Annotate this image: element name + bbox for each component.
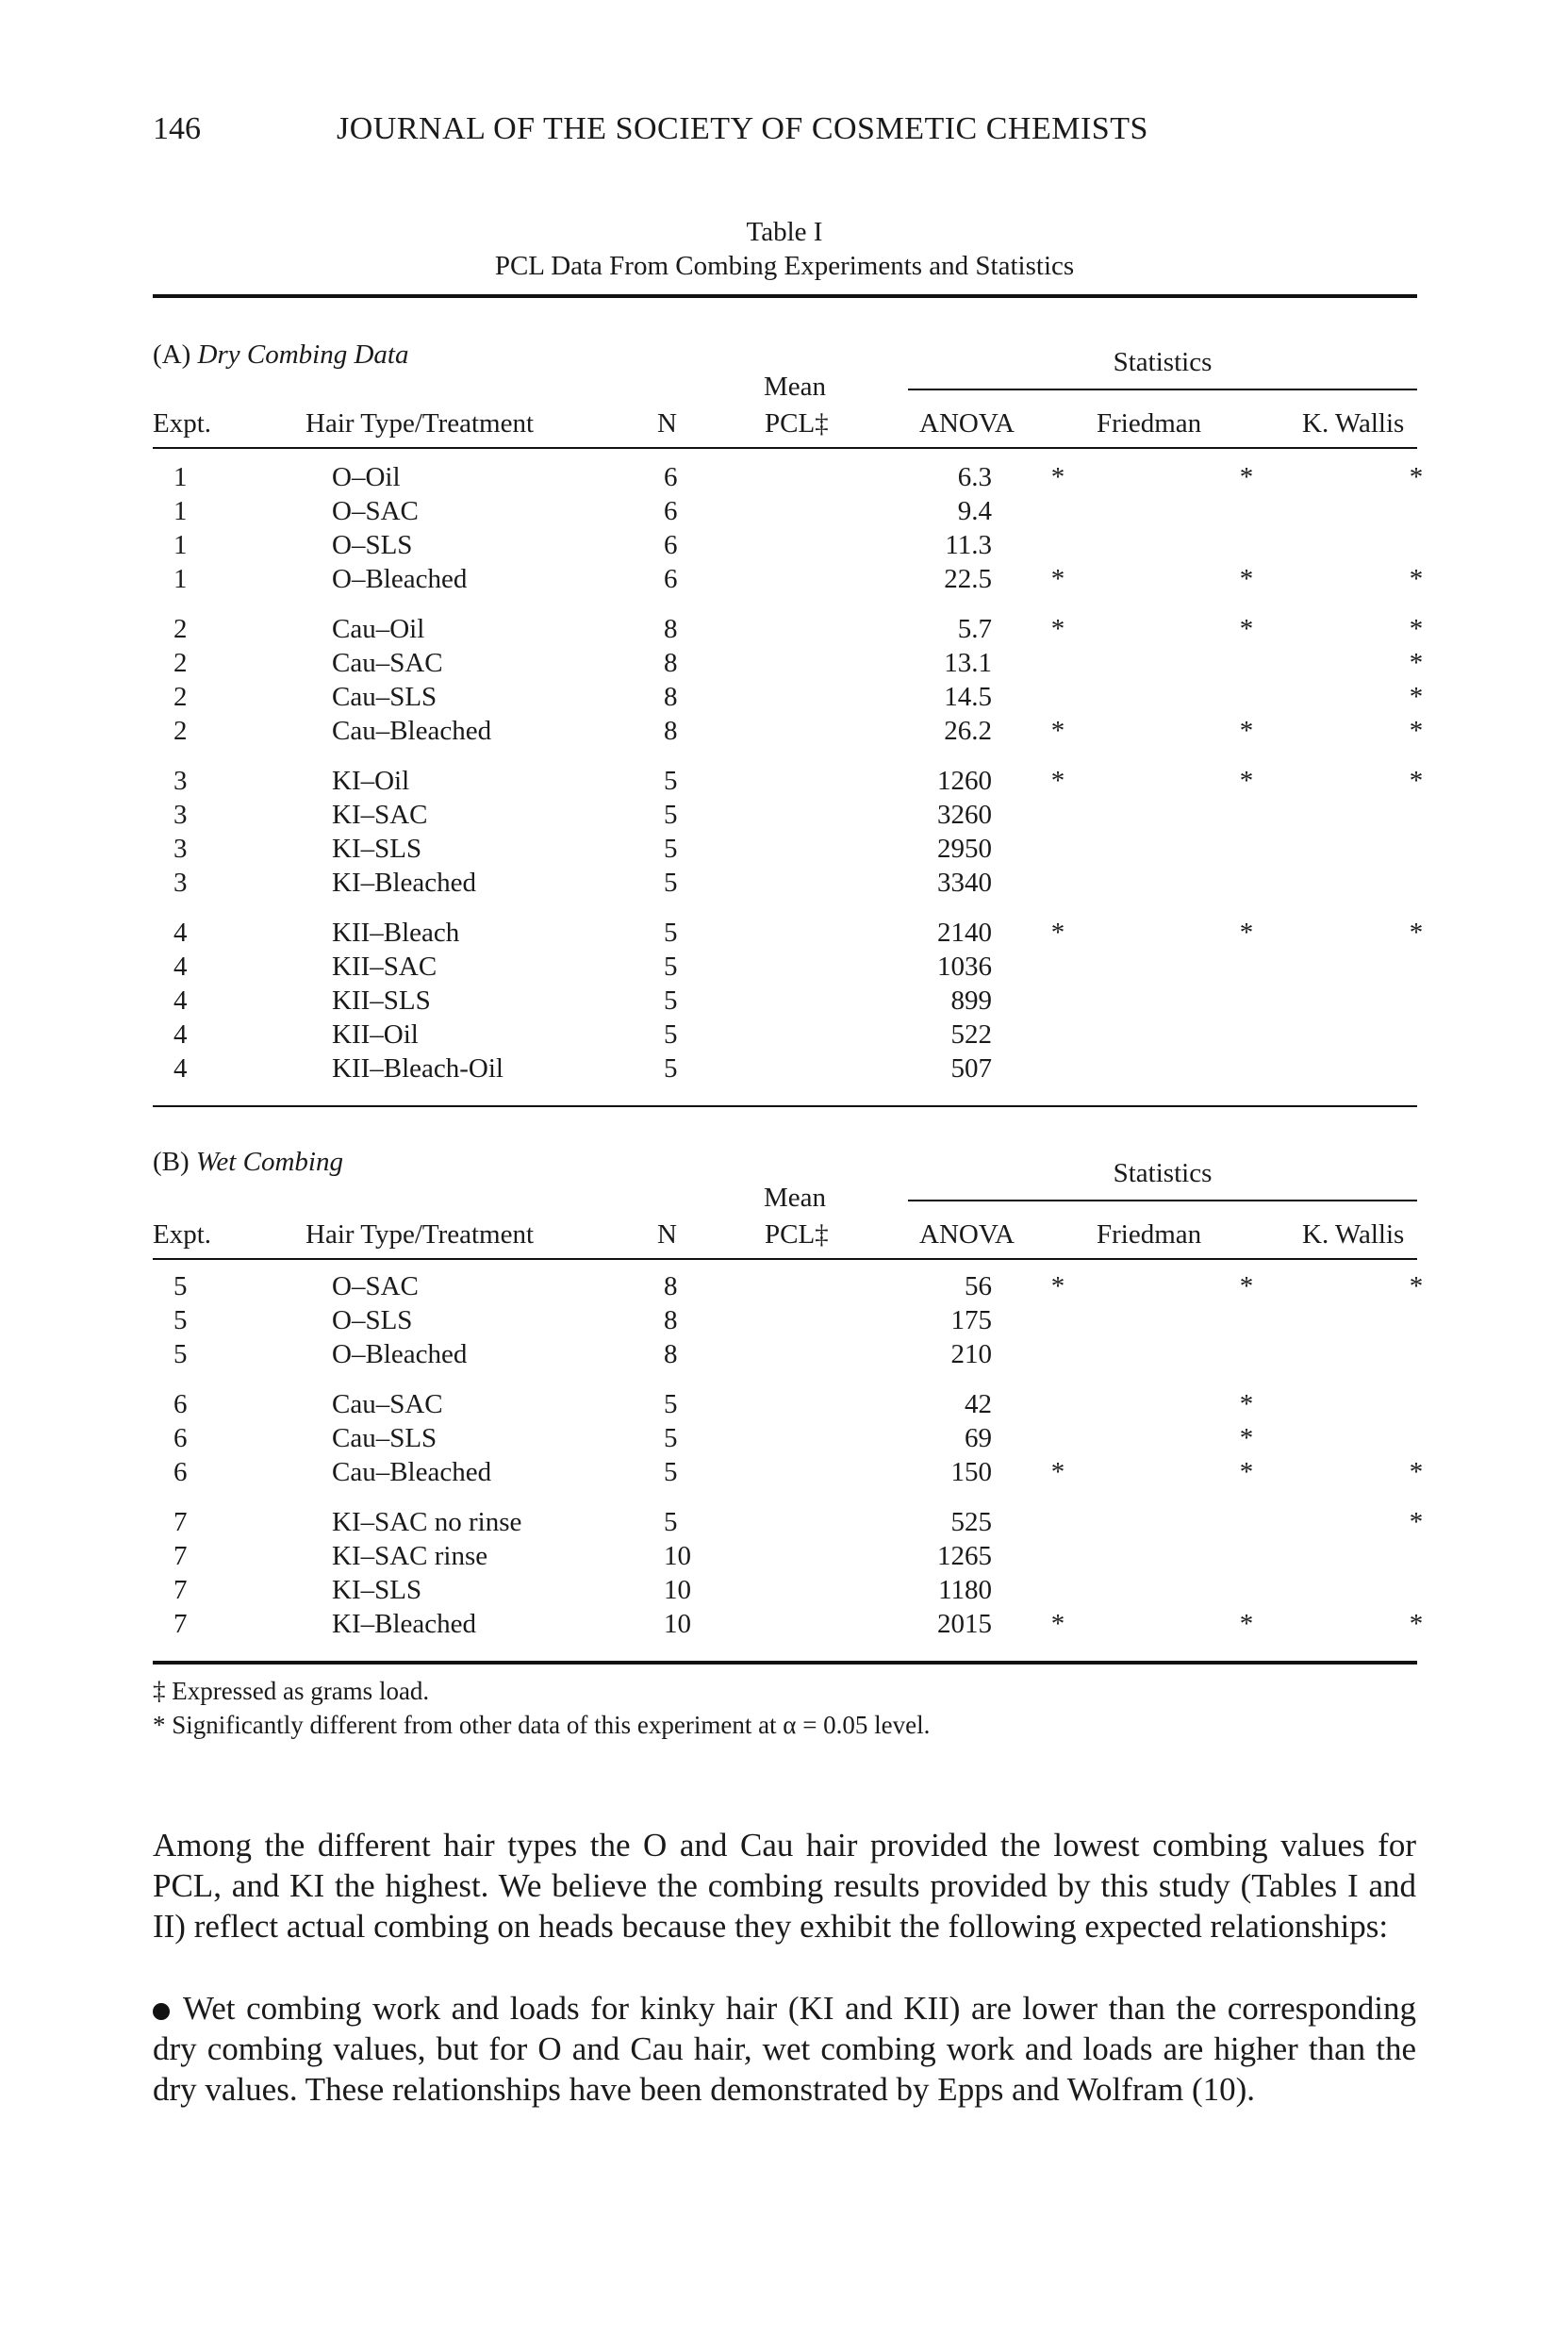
mean-pcl-cell: 210 [950,1339,992,1369]
expt-cell: 2 [173,648,188,678]
n-cell: 6 [664,496,678,526]
mean-pcl-cell: 2950 [937,834,992,864]
table-row [153,682,1424,716]
anova-header-b: ANOVA [919,1219,1015,1250]
statistics-heading-b: Statistics [1113,1158,1213,1188]
table-row [153,1339,1417,1373]
section-b-label [153,1147,343,1178]
mean-pcl-cell: 5.7 [957,614,992,644]
statistics-rule-b [908,1200,1417,1201]
journal-title: JOURNAL OF THE SOCIETY OF COSMETIC CHEMISTS [337,111,1148,146]
kwallis-cell: * [1409,614,1424,644]
footnote-dagger: ‡ Expressed as grams load. [153,1677,430,1705]
header-rule-a [153,447,1417,449]
anova-cell: * [1050,918,1065,948]
hair-treatment-cell: KI–SAC no rinse [332,1507,522,1537]
statistics-heading-a: Statistics [1113,347,1213,377]
mean-pcl-cell: 1036 [937,952,992,982]
anova-cell: * [1050,1457,1065,1487]
hair-treatment-cell: KI–Bleached [332,868,476,898]
table-row [153,564,1424,598]
hair-treatment-cell: KI–SLS [332,1575,422,1605]
mean-pcl-cell: 22.5 [944,564,992,594]
mean-pcl-cell: 42 [965,1389,992,1419]
mean-pcl-cell: 1180 [938,1575,992,1605]
expt-cell: 7 [173,1575,188,1605]
friedman-cell: * [1239,1457,1254,1487]
friedman-cell: * [1239,716,1254,746]
n-cell: 8 [664,716,678,746]
section-a-label [153,340,408,371]
friedman-cell: * [1239,1423,1254,1453]
expt-cell: 7 [173,1541,188,1571]
n-cell: 8 [664,1339,678,1369]
expt-cell: 1 [173,496,188,526]
n-cell: 8 [664,614,678,644]
kwallis-cell: * [1409,1507,1424,1537]
n-cell: 5 [664,1389,678,1419]
anova-cell: * [1050,1271,1065,1301]
n-cell: 8 [664,1305,678,1335]
n-cell: 5 [664,834,678,864]
expt-cell: 6 [173,1457,188,1487]
table-title: PCL Data From Combing Experiments and Statistics [494,251,1075,281]
hair-treatment-cell: Cau–SLS [332,1423,437,1453]
n-cell: 6 [664,564,678,594]
section-a-title: Dry Combing Data [197,340,409,370]
statistics-rule-a [908,389,1417,390]
friedman-cell: * [1239,462,1254,492]
kwallis-cell: * [1409,1271,1424,1301]
anova-cell: * [1050,766,1065,796]
n-cell: 8 [664,1271,678,1301]
anova-cell: * [1050,462,1065,492]
hair-treatment-cell: KI–Bleached [332,1609,476,1639]
hair-treatment-cell: KII–SAC [332,952,437,982]
expt-cell: 6 [173,1389,188,1419]
table-row [153,614,1424,648]
mean-pcl-cell: 150 [950,1457,992,1487]
expt-cell: 4 [173,918,188,948]
hair-treatment-cell: Cau–SLS [332,682,437,712]
mean-header-a: Mean [764,372,827,402]
kwallis-cell: * [1409,766,1424,796]
mean-pcl-cell: 522 [950,1019,992,1050]
kwallis-cell: * [1409,462,1424,492]
hair-treatment-cell: O–Oil [332,462,401,492]
hair-header-b: Hair Type/Treatment [305,1219,535,1250]
expt-cell: 1 [173,462,188,492]
mean-pcl-cell: 9.4 [957,496,992,526]
n-cell: 10 [664,1541,691,1571]
hair-treatment-cell: KI–SAC rinse [332,1541,488,1571]
expt-cell: 3 [173,868,188,898]
hair-treatment-cell: O–Bleached [332,564,468,594]
table-row [153,1575,1417,1609]
hair-treatment-cell: O–SAC [332,1271,419,1301]
expt-cell: 4 [173,952,188,982]
expt-cell: 7 [173,1507,188,1537]
n-cell: 5 [664,1457,678,1487]
table-row [153,1305,1417,1339]
hair-header-a: Hair Type/Treatment [305,408,535,439]
header-rule-b [153,1258,1417,1260]
expt-cell: 1 [173,530,188,560]
hair-treatment-cell: KII–Bleach-Oil [332,1053,503,1084]
table-row [153,834,1417,868]
table-row [153,496,1417,530]
section-b-prefix: (B) [153,1147,190,1177]
expt-cell: 3 [173,834,188,864]
expt-cell: 6 [173,1423,188,1453]
n-cell: 5 [664,918,678,948]
expt-cell: 4 [173,986,188,1016]
expt-cell: 1 [173,564,188,594]
running-header [153,111,1416,158]
table-row [153,918,1424,952]
n-cell: 10 [664,1575,691,1605]
bullet-text: Wet combing work and loads for kinky hair (KI and KII) are lower than the corresponding dry combing values, but for O and Cau hair, wet combing work and loads are higher than the dry values. These relationships have been demonstrated by Epps and Wolfram (10). [153,1990,1416,2108]
expt-cell: 5 [173,1339,188,1369]
mean-pcl-cell: 26.2 [944,716,992,746]
n-cell: 5 [664,952,678,982]
page-number: 146 [153,111,201,146]
pcl-header-a: PCL‡ [765,408,829,439]
hair-treatment-cell: Cau–SAC [332,1389,443,1419]
kwallis-cell: * [1409,918,1424,948]
kwallis-cell: * [1409,682,1424,712]
expt-cell: 2 [173,614,188,644]
n-cell: 5 [664,1507,678,1537]
friedman-header-a: Friedman [1097,408,1202,439]
table-row [153,1053,1417,1087]
expt-cell: 2 [173,682,188,712]
hair-treatment-cell: Cau–Bleached [332,1457,492,1487]
mean-pcl-cell: 11.3 [945,530,992,560]
n-cell: 5 [664,800,678,830]
anova-header-a: ANOVA [919,408,1015,439]
n-cell: 5 [664,868,678,898]
kwallis-cell: * [1409,1609,1424,1639]
kwallis-header-a: K. Wallis [1302,408,1405,439]
table-number: Table I [746,217,823,247]
n-cell: 5 [664,766,678,796]
hair-treatment-cell: Cau–Oil [332,614,425,644]
mean-pcl-cell: 899 [950,986,992,1016]
hair-treatment-cell: O–SLS [332,1305,413,1335]
mean-header-b: Mean [764,1183,827,1213]
mean-pcl-cell: 6.3 [957,462,992,492]
table-row [153,716,1424,750]
mean-pcl-cell: 2140 [937,918,992,948]
table-row [153,1423,1417,1457]
table-row [153,1507,1424,1541]
n-cell: 8 [664,682,678,712]
bullet-item [153,1988,1416,2110]
hair-treatment-cell: KI–Oil [332,766,410,796]
table-row [153,1271,1424,1305]
pcl-header-b: PCL‡ [765,1219,829,1250]
n-header-b: N [657,1219,677,1250]
hair-treatment-cell: O–SLS [332,530,413,560]
expt-header-b: Expt. [153,1219,212,1250]
mean-pcl-cell: 175 [950,1305,992,1335]
table-row [153,800,1417,834]
table-row [153,986,1417,1019]
anova-cell: * [1050,564,1065,594]
table-row [153,1457,1424,1491]
hair-treatment-cell: O–Bleached [332,1339,468,1369]
section-a-bottom-rule [153,1105,1417,1107]
mean-pcl-cell: 507 [950,1053,992,1084]
mean-pcl-cell: 14.5 [944,682,992,712]
mean-pcl-cell: 56 [965,1271,992,1301]
kwallis-cell: * [1409,564,1424,594]
section-a-prefix: (A) [153,340,191,370]
mean-pcl-cell: 3260 [937,800,992,830]
n-cell: 5 [664,986,678,1016]
bullet-dot-icon [153,2003,170,2020]
table-row [153,530,1417,564]
n-cell: 5 [664,1053,678,1084]
anova-cell: * [1050,1609,1065,1639]
section-b-title: Wet Combing [195,1147,343,1177]
table-row [153,868,1417,902]
friedman-cell: * [1239,1609,1254,1639]
kwallis-header-b: K. Wallis [1302,1219,1405,1250]
hair-treatment-cell: KII–Bleach [332,918,460,948]
kwallis-cell: * [1409,648,1424,678]
kwallis-cell: * [1409,1457,1424,1487]
hair-treatment-cell: Cau–Bleached [332,716,492,746]
n-cell: 6 [664,462,678,492]
table-row [153,952,1417,986]
table-row [153,1541,1417,1575]
expt-cell: 3 [173,800,188,830]
table-row [153,766,1424,800]
hair-treatment-cell: Cau–SAC [332,648,443,678]
table-row [153,462,1424,496]
expt-cell: 3 [173,766,188,796]
table-bottom-rule [153,1661,1417,1665]
friedman-cell: * [1239,918,1254,948]
n-header-a: N [657,408,677,439]
kwallis-cell: * [1409,716,1424,746]
expt-header-a: Expt. [153,408,212,439]
body-paragraph: Among the different hair types the O and Cau hair provided the lowest combing values for PCL, and KI the highest. We believe the combing results provided by this study (Tables I and II) reflect actual combing on heads because they exhibit the following expected relationships: [153,1827,1416,1945]
mean-pcl-cell: 1260 [937,766,992,796]
hair-treatment-cell: KII–Oil [332,1019,419,1050]
friedman-cell: * [1239,614,1254,644]
expt-cell: 4 [173,1053,188,1084]
mean-pcl-cell: 69 [965,1423,992,1453]
friedman-cell: * [1239,766,1254,796]
anova-cell: * [1050,716,1065,746]
table-top-rule [153,294,1417,298]
hair-treatment-cell: KI–SLS [332,834,422,864]
table-row [153,648,1424,682]
expt-cell: 2 [173,716,188,746]
table-row [153,1609,1424,1643]
table-row [153,1389,1417,1423]
hair-treatment-cell: KII–SLS [332,986,431,1016]
mean-pcl-cell: 13.1 [944,648,992,678]
friedman-cell: * [1239,564,1254,594]
friedman-header-b: Friedman [1097,1219,1202,1250]
mean-pcl-cell: 3340 [937,868,992,898]
n-cell: 5 [664,1019,678,1050]
friedman-cell: * [1239,1271,1254,1301]
hair-treatment-cell: O–SAC [332,496,419,526]
n-cell: 10 [664,1609,691,1639]
mean-pcl-cell: 1265 [937,1541,992,1571]
expt-cell: 5 [173,1271,188,1301]
footnote-asterisk: * Significantly different from other data of this experiment at α = 0.05 level. [153,1711,931,1739]
mean-pcl-cell: 2015 [937,1609,992,1639]
expt-cell: 4 [173,1019,188,1050]
expt-cell: 5 [173,1305,188,1335]
expt-cell: 7 [173,1609,188,1639]
anova-cell: * [1050,614,1065,644]
n-cell: 5 [664,1423,678,1453]
table-row [153,1019,1417,1053]
hair-treatment-cell: KI–SAC [332,800,428,830]
friedman-cell: * [1239,1389,1254,1419]
mean-pcl-cell: 525 [950,1507,992,1537]
n-cell: 6 [664,530,678,560]
n-cell: 8 [664,648,678,678]
